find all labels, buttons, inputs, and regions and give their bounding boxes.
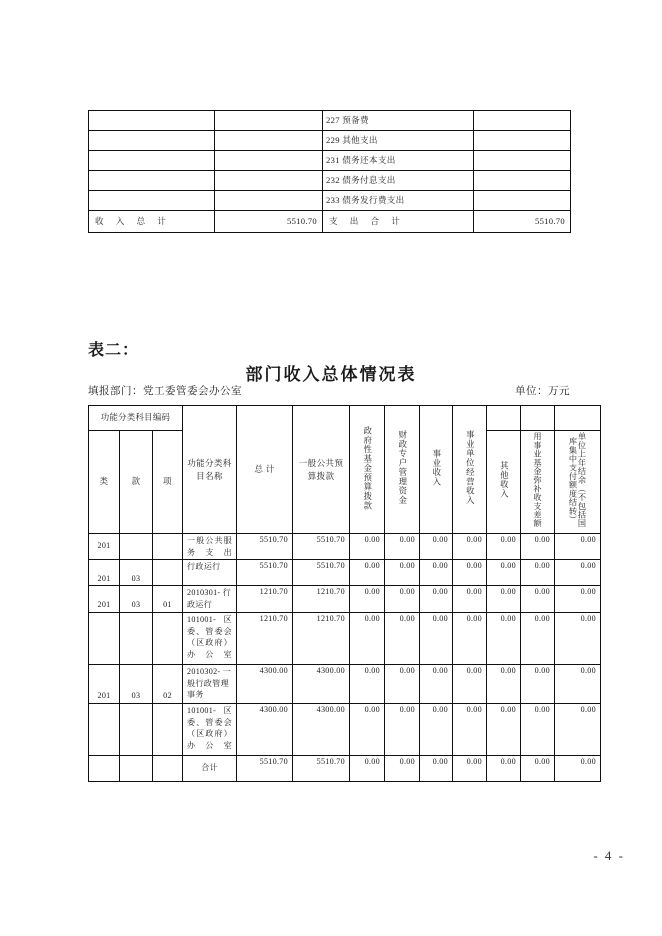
income-value-cell [215,191,323,211]
table2-body [89,534,601,782]
prior-balance-cell: 0.00 [555,703,601,755]
income-code-cell [89,111,215,131]
subject-name-cell: 2010302- 一般行政管理事务 [183,664,237,703]
subject-name-cell: 行政运行 [183,560,237,586]
header-other-income: 其他收入 [499,461,509,499]
other-income-cell: 0.00 [487,560,521,586]
header-fiscal-account: 财政专户管理资金 [397,430,407,506]
fiscal-account-cell: 0.00 [385,534,420,560]
gov-fund-cell: 0.00 [350,755,385,781]
prior-balance-cell: 0.00 [555,586,601,612]
prior-balance-cell: 0.00 [555,612,601,664]
code-lei-cell: 201 [89,534,120,560]
subject-name-cell: 2010301- 行政运行 [183,586,237,612]
expense-code-cell: 227 预备费 [323,111,474,131]
code-xiang-cell [153,703,183,755]
fund-offset-cell: 0.00 [521,664,555,703]
general-budget-cell: 1210.70 [293,612,350,664]
income-value-cell [215,111,323,131]
other-income-cell: 0.00 [487,586,521,612]
table-row [89,703,601,755]
income-expense-summary-table-continued [88,110,571,233]
prior-balance-cell: 0.00 [555,560,601,586]
code-lei-cell: 201 [89,664,120,703]
prior-balance-cell: 0.00 [555,755,601,781]
code-kuan-cell [120,703,153,755]
table-row [89,191,571,211]
gov-fund-cell: 0.00 [350,534,385,560]
expense-code-cell: 233 债务发行费支出 [323,191,474,211]
code-xiang-cell [153,612,183,664]
code-xiang-cell: 02 [153,664,183,703]
header-subject-name-cell [183,406,237,534]
header-fund-offset-cell [521,431,555,534]
table-row [89,612,601,664]
header-gov-fund: 政府性基金预算拨款 [362,425,372,511]
table-row [89,131,571,151]
code-lei-cell [89,755,120,781]
expense-value-cell [474,131,571,151]
code-kuan-cell [120,612,153,664]
header-institution-operating: 事业单位经营收入 [465,430,475,506]
header-gov-fund-cell [350,406,385,534]
table-row [89,534,601,560]
institution-operating-cell: 0.00 [453,703,487,755]
table-row [89,755,601,781]
header-total-cell [237,406,293,534]
code-xiang-cell: 01 [153,586,183,612]
institution-income-cell: 0.00 [420,612,453,664]
institution-operating-cell: 0.00 [453,664,487,703]
table-row [89,151,571,171]
income-total-label: 收 入 总 计 [89,211,215,233]
header-kuan: 款 [120,431,153,534]
table-row [89,586,601,612]
income-total-value: 5510.70 [215,211,323,233]
expense-value-cell [474,151,571,171]
header-general-budget-cell [293,406,350,534]
code-xiang-cell [153,534,183,560]
total-cell: 4300.00 [237,703,293,755]
table2-header-group-row [89,406,601,431]
general-budget-cell: 1210.70 [293,586,350,612]
expense-value-cell [474,171,571,191]
report-meta-line [88,383,570,398]
fiscal-account-cell: 0.00 [385,755,420,781]
fiscal-account-cell: 0.00 [385,560,420,586]
subject-name-cell: 合计 [183,755,237,781]
total-cell: 5510.70 [237,755,293,781]
table-row [89,111,571,131]
total-cell: 5510.70 [237,560,293,586]
other-income-cell: 0.00 [487,612,521,664]
institution-income-cell: 0.00 [420,560,453,586]
other-income-cell: 0.00 [487,534,521,560]
expense-value-cell [474,191,571,211]
other-income-cell: 0.00 [487,664,521,703]
general-budget-cell: 4300.00 [293,703,350,755]
fund-offset-cell: 0.00 [521,755,555,781]
gov-fund-cell: 0.00 [350,664,385,703]
table2-head [89,406,601,534]
subject-name-cell: 一般公共服务支出 [183,534,237,560]
header-xiang: 项 [153,431,183,534]
expense-value-cell [474,111,571,131]
section-label-table-two: 表二： [88,342,140,359]
header-prior-balance: 单位上年结余（不包括国库集中支付额度结转） [568,432,587,529]
total-cell: 4300.00 [237,664,293,703]
institution-income-cell: 0.00 [420,534,453,560]
page-title: 部门收入总体情况表 [245,365,417,384]
code-xiang-cell [153,755,183,781]
table-row [89,664,601,703]
code-lei-cell: 201 [89,586,120,612]
header-subject-name: 功能分类科目名称 [187,458,232,481]
expense-total-label: 支 出 合 计 [323,211,474,233]
code-lei-cell [89,703,120,755]
general-budget-cell: 5510.70 [293,560,350,586]
subject-name-cell: 101001- 区委、管委会（区政府）办公室 [183,703,237,755]
header-fund-offset-spacer [521,406,555,431]
expense-total-value: 5510.70 [474,211,571,233]
gov-fund-cell: 0.00 [350,586,385,612]
table-row [89,560,601,586]
fund-offset-cell: 0.00 [521,560,555,586]
fund-offset-cell: 0.00 [521,586,555,612]
institution-income-cell: 0.00 [420,755,453,781]
code-kuan-cell [120,755,153,781]
header-fiscal-account-cell [385,406,420,534]
header-general-budget: 一般公共预算拨款 [298,458,344,481]
income-code-cell [89,191,215,211]
header-institution-income: 事业收入 [431,449,441,487]
income-code-cell [89,131,215,151]
header-other-income-cell [487,431,521,534]
table-row [89,171,571,191]
page-number: - 4 - [593,848,625,863]
header-lei: 类 [89,431,120,534]
fiscal-account-cell: 0.00 [385,612,420,664]
institution-income-cell: 0.00 [420,664,453,703]
prior-balance-cell: 0.00 [555,664,601,703]
header-institution-operating-cell [453,406,487,534]
expense-code-cell: 231 债务还本支出 [323,151,474,171]
header-institution-income-cell [420,406,453,534]
institution-operating-cell: 0.00 [453,612,487,664]
expense-code-cell: 229 其他支出 [323,131,474,151]
table-total-row [89,211,571,233]
table2 [88,405,601,782]
total-cell: 1210.70 [237,586,293,612]
fund-offset-cell: 0.00 [521,612,555,664]
code-kuan-cell: 03 [120,664,153,703]
fiscal-account-cell: 0.00 [385,586,420,612]
gov-fund-cell: 0.00 [350,703,385,755]
subject-name-cell: 101001- 区委、管委会（区政府）办公室 [183,612,237,664]
income-value-cell [215,131,323,151]
institution-operating-cell: 0.00 [453,755,487,781]
gov-fund-cell: 0.00 [350,612,385,664]
header-total: 总 计 [254,464,275,475]
header-fund-offset: 用事业基金弥补收支差额 [533,432,542,529]
code-kuan-cell [120,534,153,560]
header-prior-balance-cell [555,431,601,534]
fund-offset-cell: 0.00 [521,703,555,755]
department-income-summary-table [88,405,601,782]
other-income-cell: 0.00 [487,755,521,781]
institution-income-cell: 0.00 [420,703,453,755]
total-cell: 1210.70 [237,612,293,664]
table1 [88,110,571,233]
general-budget-cell: 4300.00 [293,664,350,703]
institution-operating-cell: 0.00 [453,534,487,560]
general-budget-cell: 5510.70 [293,534,350,560]
code-kuan-cell: 03 [120,560,153,586]
code-lei-cell: 201 [89,560,120,586]
institution-income-cell: 0.00 [420,586,453,612]
prior-balance-cell: 0.00 [555,534,601,560]
header-other-income-spacer [487,406,521,431]
code-lei-cell [89,612,120,664]
expense-code-cell: 232 债务付息支出 [323,171,474,191]
gov-fund-cell: 0.00 [350,560,385,586]
institution-operating-cell: 0.00 [453,586,487,612]
code-xiang-cell [153,560,183,586]
total-cell: 5510.70 [237,534,293,560]
reporting-department-label: 填报部门：党工委管委会办公室 [88,386,242,397]
header-prior-balance-spacer [555,406,601,431]
table1-body [89,111,571,233]
income-value-cell [215,151,323,171]
income-code-cell [89,151,215,171]
fiscal-account-cell: 0.00 [385,664,420,703]
currency-unit-label: 单位：万元 [515,386,570,397]
code-kuan-cell: 03 [120,586,153,612]
income-code-cell [89,171,215,191]
income-value-cell [215,171,323,191]
other-income-cell: 0.00 [487,703,521,755]
fiscal-account-cell: 0.00 [385,703,420,755]
header-code-group: 功能分类科目编码 [89,406,183,431]
fund-offset-cell: 0.00 [521,534,555,560]
institution-operating-cell: 0.00 [453,560,487,586]
general-budget-cell: 5510.70 [293,755,350,781]
